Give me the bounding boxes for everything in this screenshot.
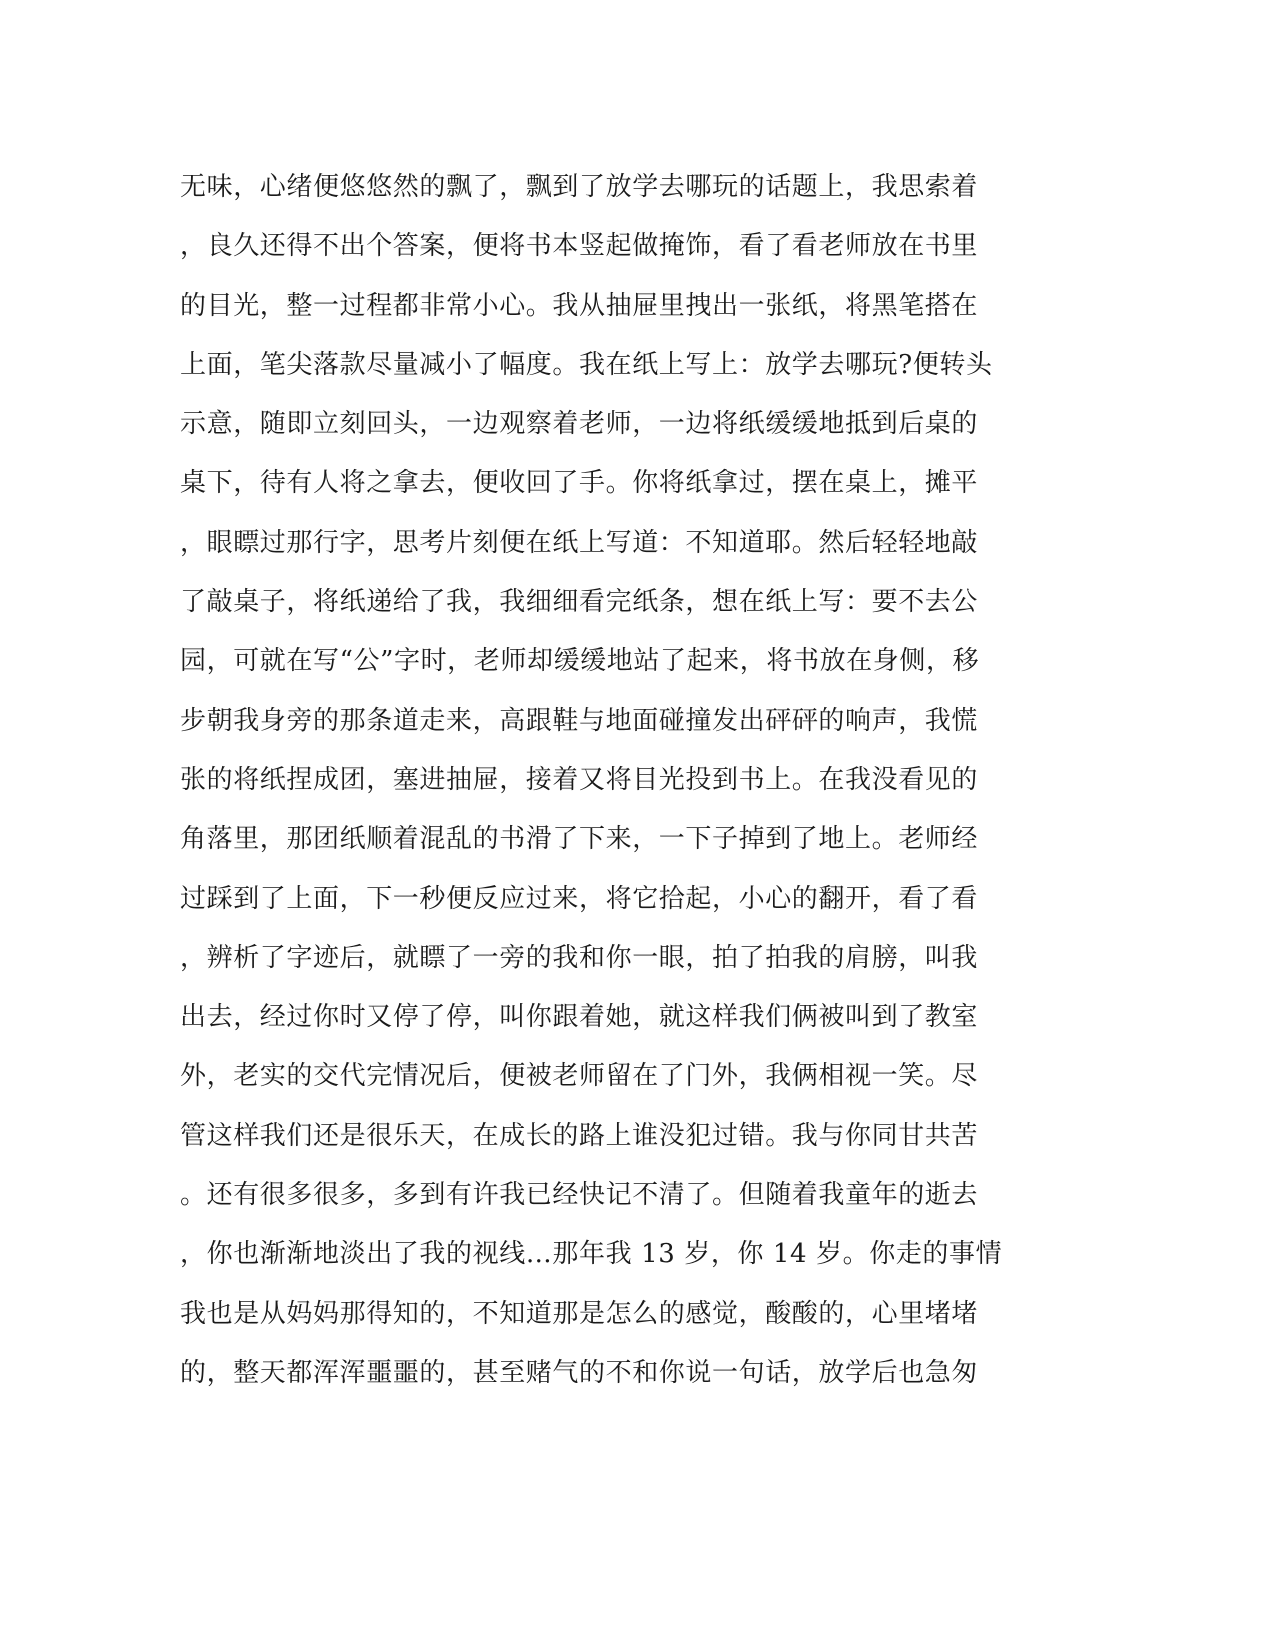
- text-line: 管这样我们还是很乐天，在成长的路上谁没犯过错。我与你同甘共苦: [180, 1120, 979, 1151]
- text-line: 步朝我身旁的那条道走来，高跟鞋与地面碰撞发出砰砰的响声，我慌: [180, 705, 979, 736]
- text-line: 我也是从妈妈那得知的，不知道那是怎么的感觉，酸酸的，心里堵堵: [180, 1298, 979, 1329]
- text-line: 。还有很多很多，多到有许我已经快记不清了。但随着我童年的逝去: [180, 1180, 979, 1211]
- text-line: 示意，随即立刻回头，一边观察着老师，一边将纸缓缓地抵到后桌的: [180, 409, 979, 440]
- text-line: 的，整天都浑浑噩噩的，甚至赌气的不和你说一句话，放学后也急匆: [180, 1357, 979, 1388]
- text-line: 张的将纸捏成团，塞进抽屉，接着又将目光投到书上。在我没看见的: [180, 764, 979, 795]
- text-line: ，眼瞟过那行字，思考片刻便在纸上写道：不知道耶。然后轻轻地敲: [180, 527, 979, 558]
- text-line: 上面，笔尖落款尽量减小了幅度。我在纸上写上：放学去哪玩?便转头: [180, 349, 993, 380]
- text-line: 过踩到了上面，下一秒便反应过来，将它拾起，小心的翻开，看了看: [180, 883, 979, 914]
- text-line: ，良久还得不出个答案，便将书本竖起做掩饰，看了看老师放在书里: [180, 231, 979, 262]
- text-line: 园，可就在写“公”字时，老师却缓缓地站了起来，将书放在身侧，移: [180, 646, 980, 677]
- text-line: 的目光，整一过程都非常小心。我从抽屉里拽出一张纸，将黑笔搭在: [180, 290, 979, 321]
- body-text: [180, 158, 1060, 1403]
- text-line: ，你也渐渐地淡出了我的视线…那年我 13 岁，你 14 岁。你走的事情: [180, 1239, 1003, 1270]
- text-line: ，辨析了字迹后，就瞟了一旁的我和你一眼，拍了拍我的肩膀，叫我: [180, 942, 979, 973]
- text-line: 角落里，那团纸顺着混乱的书滑了下来，一下子掉到了地上。老师经: [180, 824, 979, 855]
- text-line: 桌下，待有人将之拿去，便收回了手。你将纸拿过，摆在桌上，摊平: [180, 468, 979, 499]
- text-line: 无味，心绪便悠悠然的飘了，飘到了放学去哪玩的话题上，我思索着: [180, 172, 979, 202]
- text-line: 外，老实的交代完情况后，便被老师留在了门外，我俩相视一笑。尽: [180, 1061, 979, 1092]
- text-line: 了敲桌子，将纸递给了我，我细细看完纸条，想在纸上写：要不去公: [180, 587, 979, 618]
- text-line: 出去，经过你时又停了停，叫你跟着她，就这样我们俩被叫到了教室: [180, 1002, 979, 1033]
